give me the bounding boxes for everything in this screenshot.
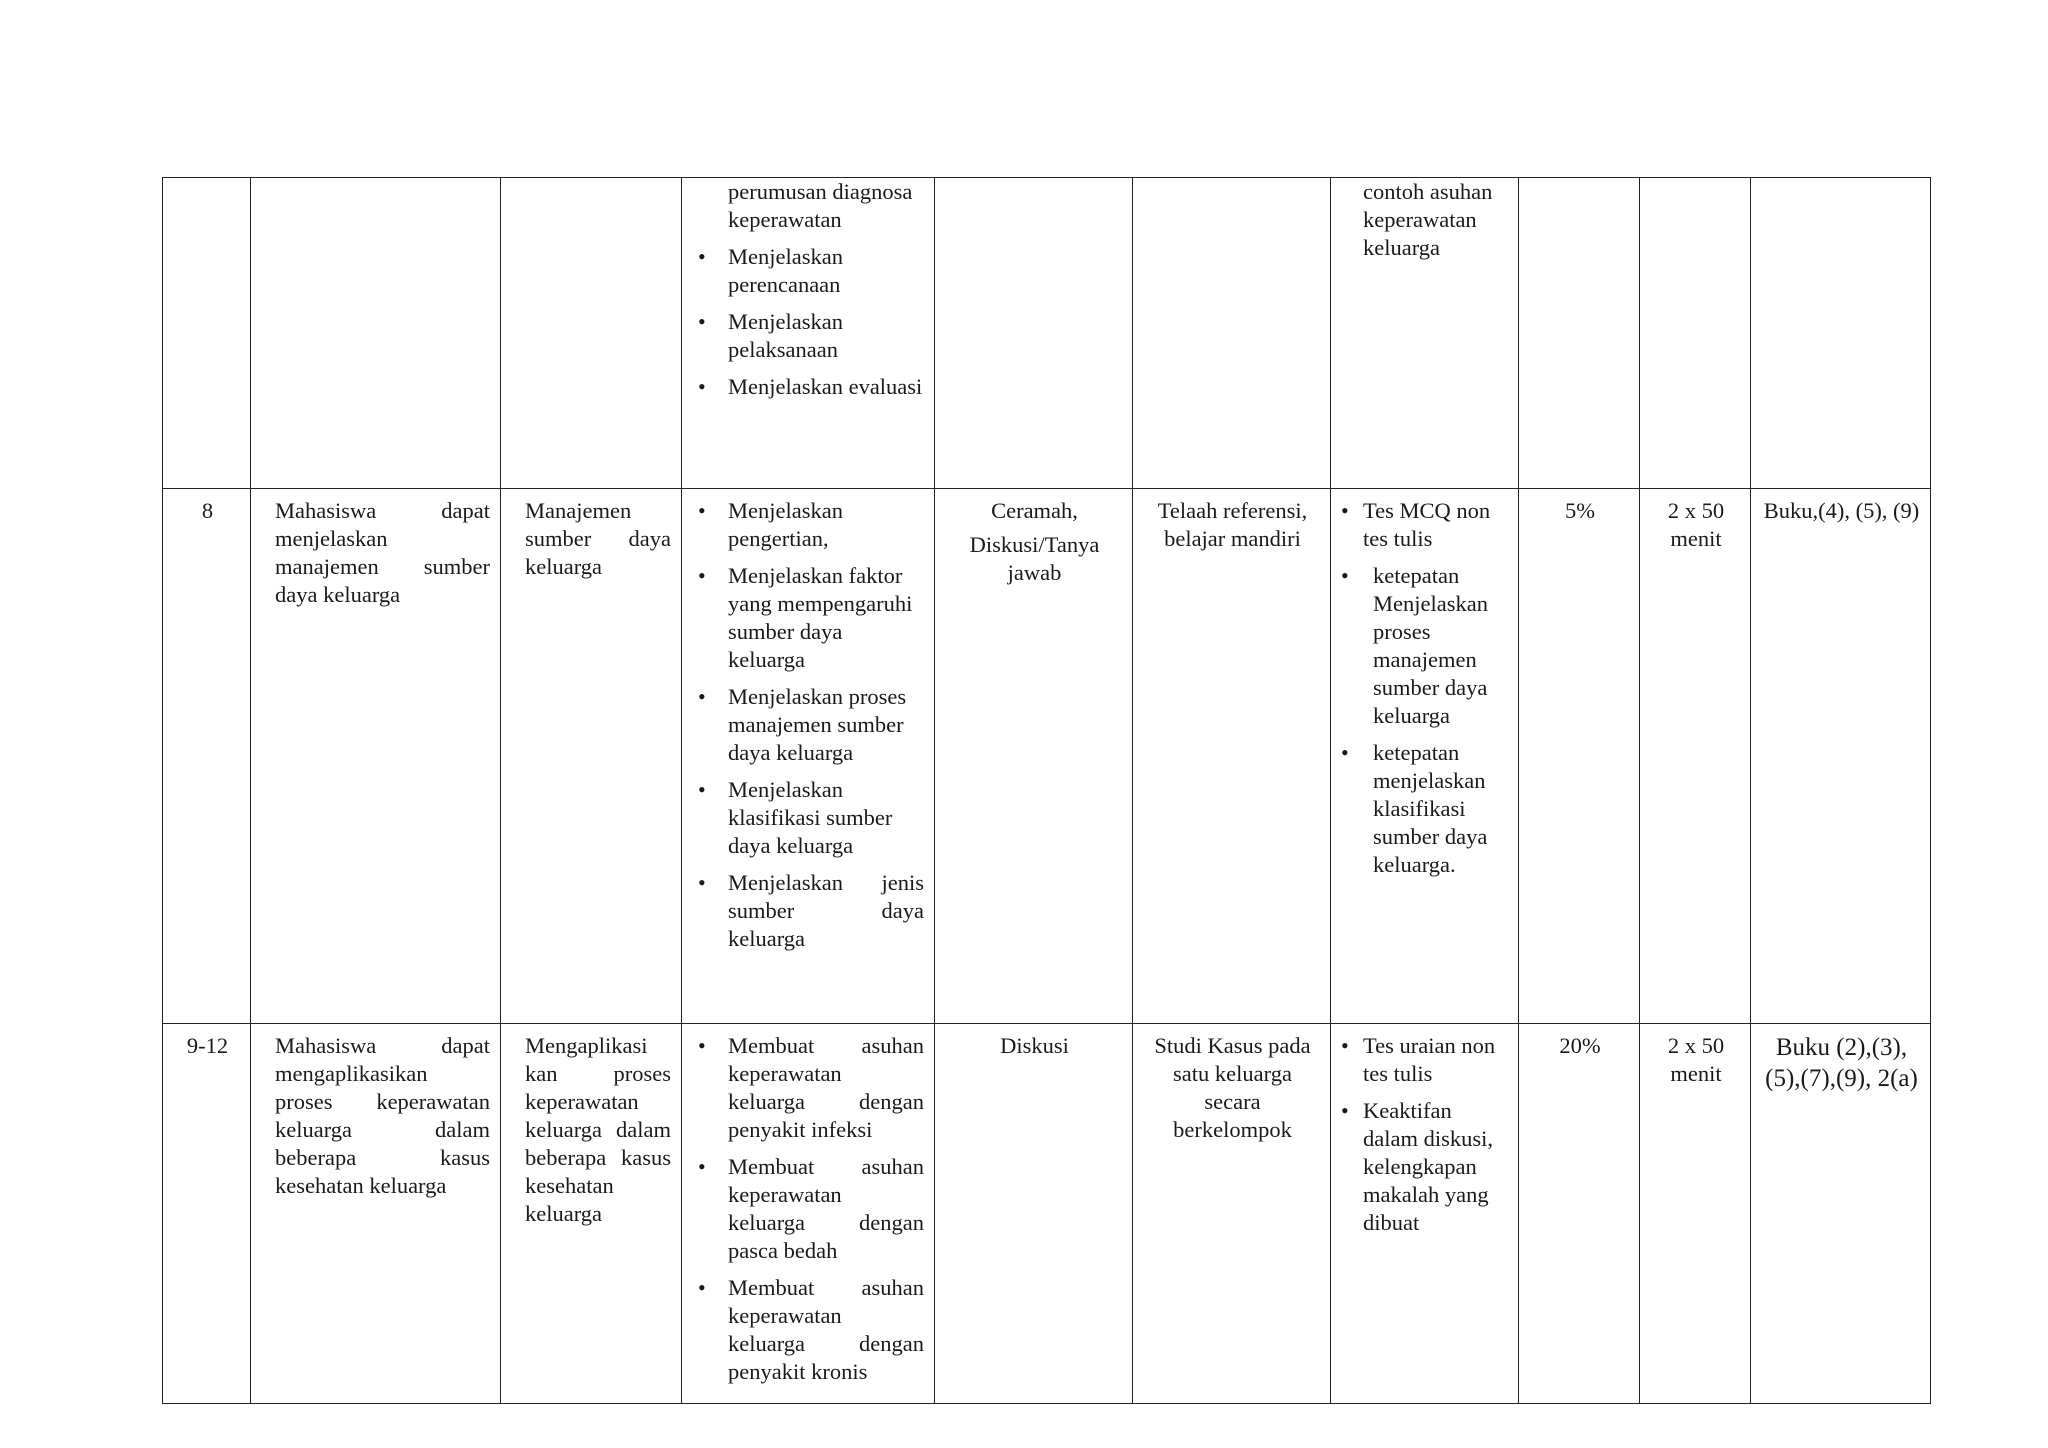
cell-kemampuan <box>251 178 501 489</box>
cell-no: 9-12 <box>163 1024 251 1404</box>
cell-bobot: 5% <box>1519 489 1640 1024</box>
cell-referensi <box>1751 178 1931 489</box>
list-item: • Menjelaskan pengertian, <box>692 497 924 553</box>
indikator-list <box>692 243 924 401</box>
cell-penilaian <box>1331 489 1519 1024</box>
cell-pengalaman: Telaah referensi, belajar mandiri <box>1133 489 1331 1024</box>
cell-waktu: 2 x 50 menit <box>1640 1024 1751 1404</box>
list-item: • Menjelaskan proses manajemen sumber daya keluarga <box>692 683 924 767</box>
cell-penilaian <box>1331 178 1519 489</box>
table-row <box>163 178 1931 489</box>
penilaian-list <box>1339 497 1512 879</box>
penilaian-continued-text: contoh asuhan keperawatan keluarga <box>1363 179 1493 260</box>
penilaian-list <box>1339 1032 1512 1237</box>
indikator-continued-text: perumusan diagnosa keperawatan <box>728 179 913 232</box>
cell-penilaian <box>1331 1024 1519 1404</box>
cell-no <box>163 178 251 489</box>
list-item: • Menjelaskan evaluasi <box>692 373 924 401</box>
indikator-list <box>692 497 924 953</box>
list-item: • Membuat asuhan keperawatan keluarga dengan penyakit kronis <box>692 1274 924 1386</box>
cell-bahan-kajian: Manajemen sumber daya keluarga <box>501 489 682 1024</box>
table-row <box>163 489 1931 1024</box>
cell-indikator <box>682 178 935 489</box>
cell-pengalaman: Studi Kasus pada satu keluarga secara berkelompok <box>1133 1024 1331 1404</box>
cell-indikator <box>682 1024 935 1404</box>
cell-referensi: Buku,(4), (5), (9) <box>1751 489 1931 1024</box>
list-item: • Keaktifan dalam diskusi, kelengkapan makalah yang dibuat <box>1339 1097 1512 1237</box>
list-item: • Tes uraian non tes tulis <box>1339 1032 1512 1088</box>
cell-kemampuan: Mahasiswa dapat menjelaskan manajemen sumber daya keluarga <box>251 489 501 1024</box>
cell-metode <box>935 489 1133 1024</box>
cell-bobot: 20% <box>1519 1024 1640 1404</box>
table-row <box>163 1024 1931 1404</box>
cell-pengalaman <box>1133 178 1331 489</box>
metode-line: Ceramah, <box>991 498 1078 523</box>
list-item: • ketepatan menjelaskan klasifikasi sumber daya keluarga. <box>1339 739 1512 879</box>
cell-no: 8 <box>163 489 251 1024</box>
cell-referensi: Buku (2),(3),(5),(7),(9), 2(a) <box>1751 1024 1931 1404</box>
list-item: • Tes MCQ non tes tulis <box>1339 497 1512 553</box>
cell-kemampuan: Mahasiswa dapat mengaplikasikan proses keperawatan keluarga dalam beberapa kasus kesehatan keluarga <box>251 1024 501 1404</box>
metode-line: Diskusi/Tanya jawab <box>969 532 1100 585</box>
indikator-list <box>692 1032 924 1386</box>
list-item: • Membuat asuhan keperawatan keluarga dengan penyakit infeksi <box>692 1032 924 1144</box>
cell-indikator <box>682 489 935 1024</box>
cell-bahan-kajian <box>501 178 682 489</box>
list-item: • Menjelaskan perencanaan <box>692 243 924 299</box>
list-item: • Menjelaskan klasifikasi sumber daya keluarga <box>692 776 924 860</box>
cell-metode: Diskusi <box>935 1024 1133 1404</box>
course-plan-table <box>162 177 1931 1404</box>
list-item: • ketepatan Menjelaskan proses manajemen sumber daya keluarga <box>1339 562 1512 730</box>
cell-waktu <box>1640 178 1751 489</box>
list-item: • Membuat asuhan keperawatan keluarga dengan pasca bedah <box>692 1153 924 1265</box>
cell-bahan-kajian: Mengaplikasi kan proses keperawatan keluarga dalam beberapa kasus kesehatan keluarga <box>501 1024 682 1404</box>
cell-waktu: 2 x 50 menit <box>1640 489 1751 1024</box>
list-item: • Menjelaskan pelaksanaan <box>692 308 924 364</box>
list-item: • Menjelaskan faktor yang mempengaruhi sumber daya keluarga <box>692 562 924 674</box>
cell-metode <box>935 178 1133 489</box>
cell-bobot <box>1519 178 1640 489</box>
list-item: • Menjelaskan jenis sumber daya keluarga <box>692 869 924 953</box>
